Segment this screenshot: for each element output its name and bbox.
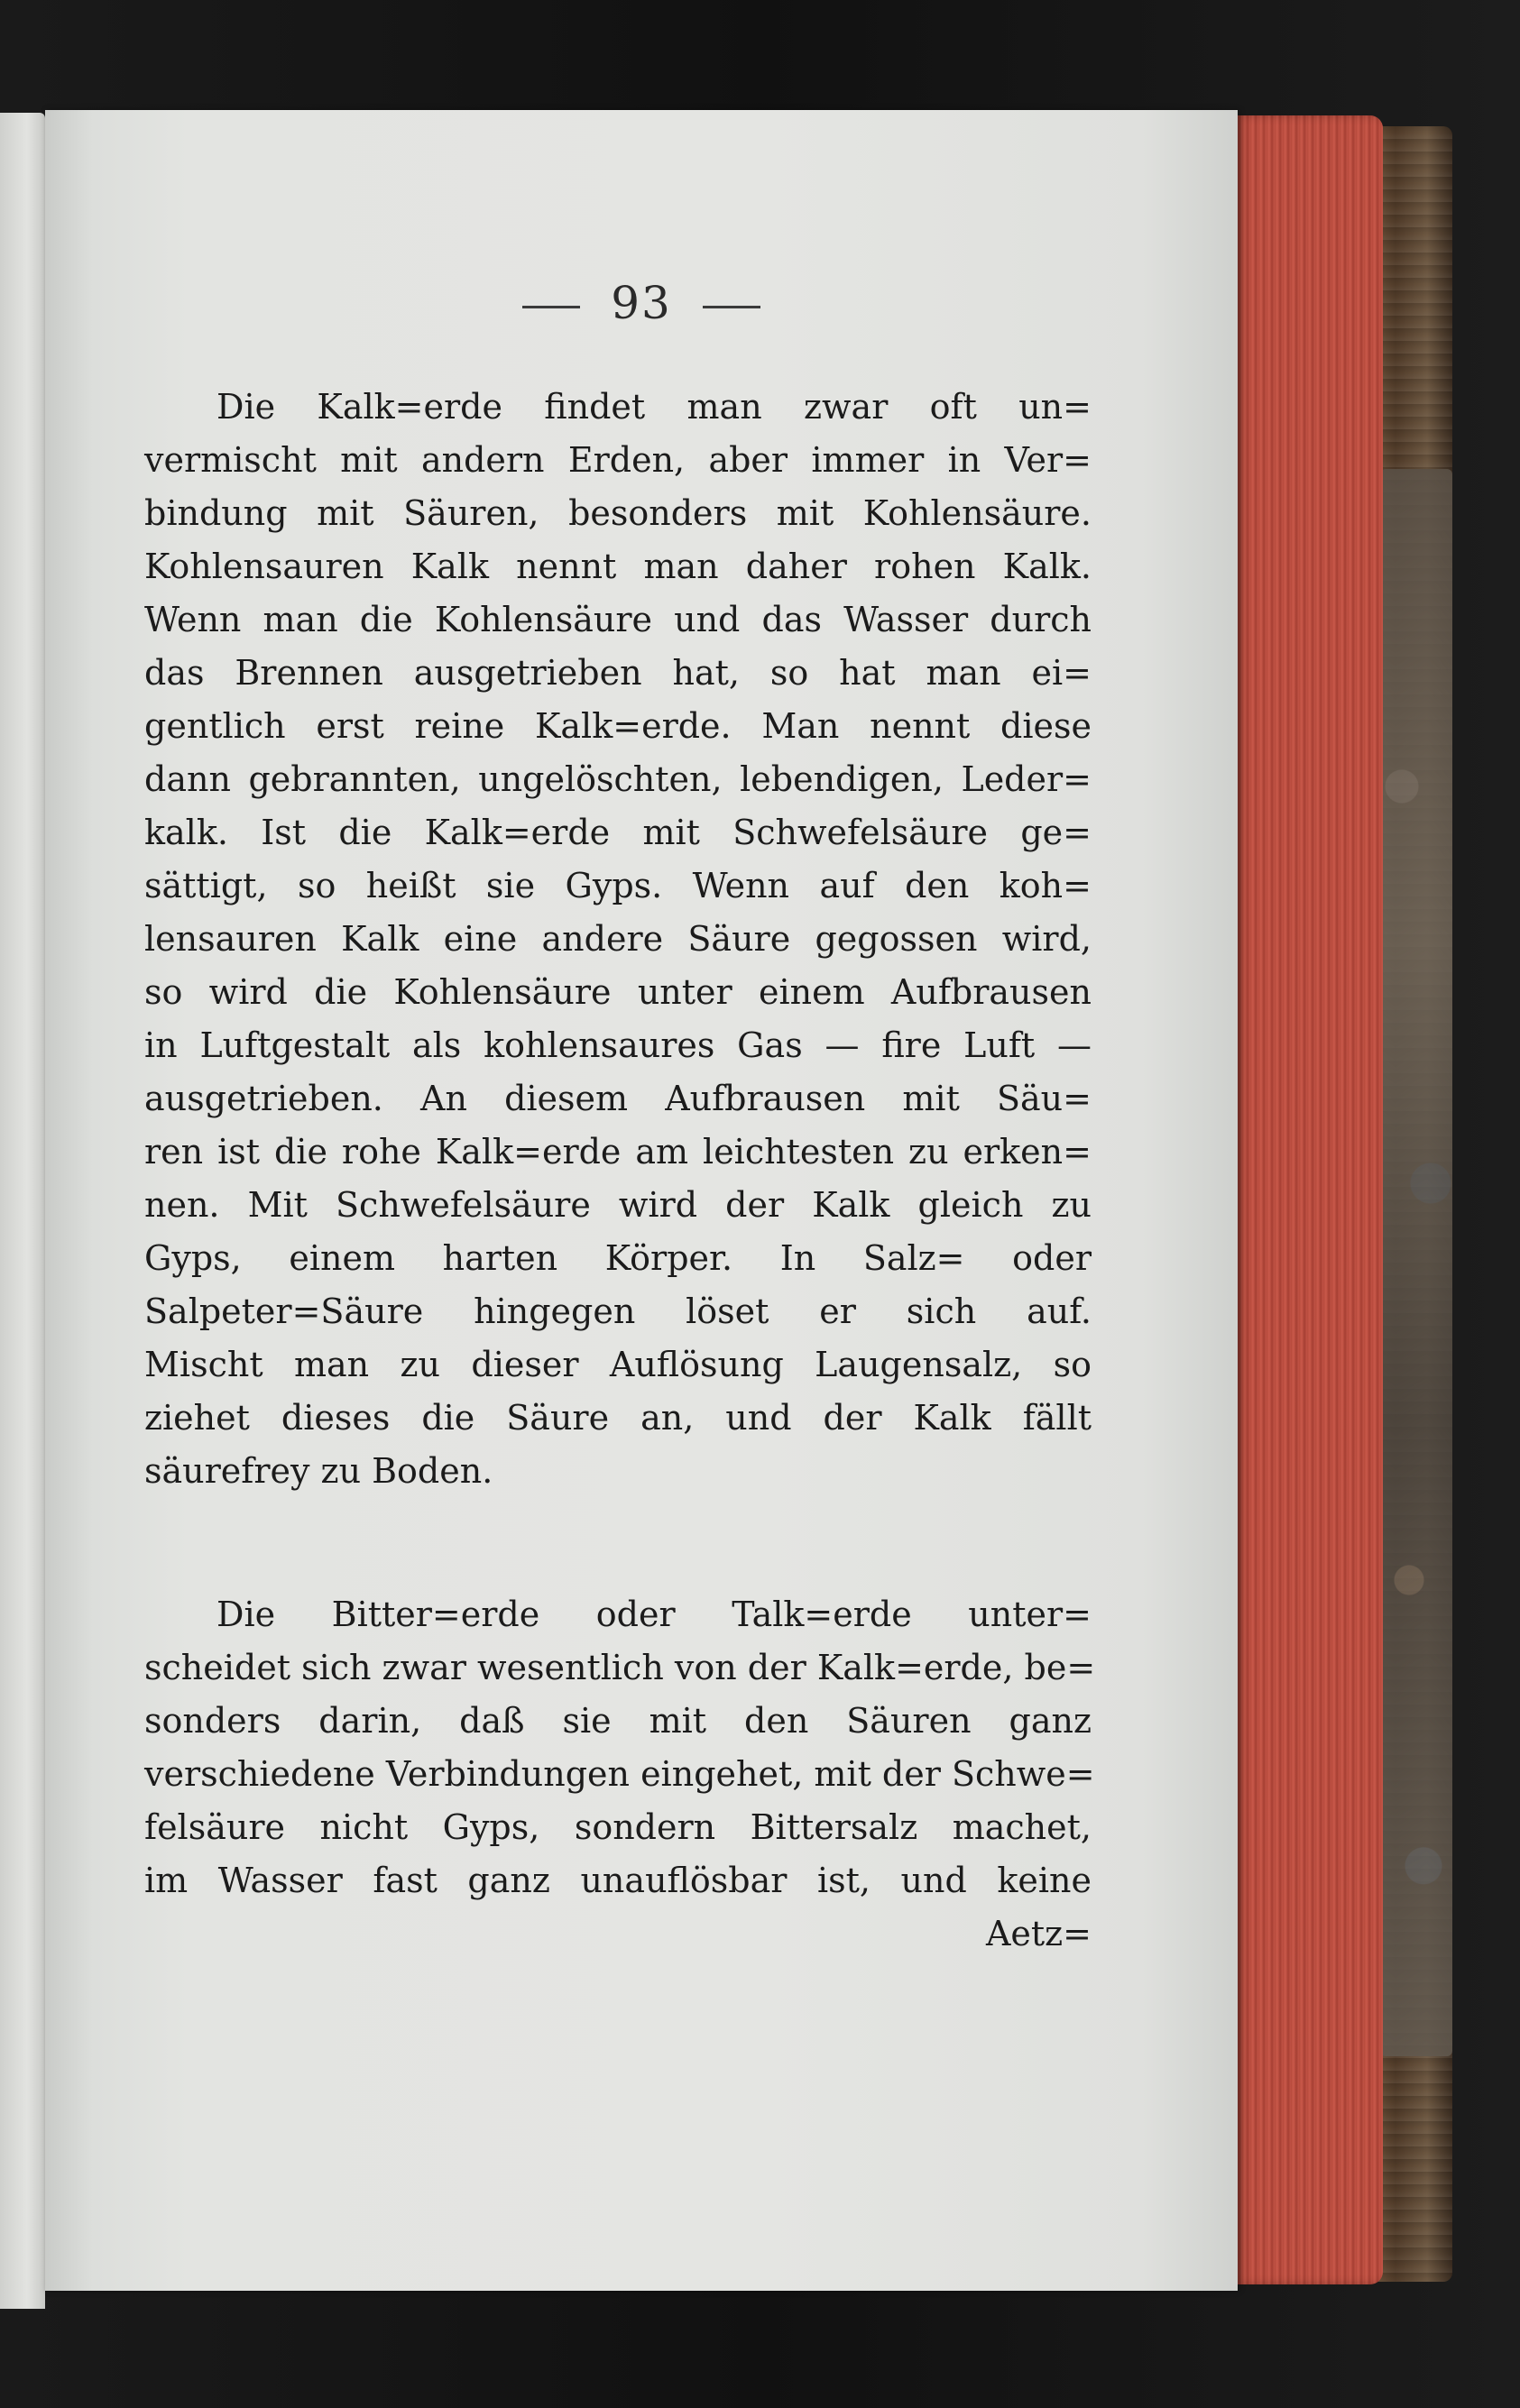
text-line: ren ist die rohe Kalk=erde am leichtesten zu erken= — [144, 1132, 1092, 1172]
text-line: im Wasser fast ganz unauflösbar ist, und keine — [144, 1861, 1092, 1900]
text-line: säurefrey zu Boden. — [144, 1451, 493, 1491]
paragraph-2 — [144, 1588, 1096, 1907]
text-line: gentlich erst reine Kalk=erde. Man nennt diese — [144, 706, 1092, 746]
text-line: Wenn man die Kohlensäure und das Wasser durch — [144, 600, 1092, 639]
text-line: Die Kalk=erde findet man zwar oft un= — [216, 387, 1092, 427]
paragraph-1 — [144, 381, 1092, 1498]
page-number: 93 — [611, 277, 672, 329]
text-line: in Luftgestalt als kohlensaures Gas — fire Luft — — [144, 1025, 1092, 1065]
text-line: felsäure nicht Gyps, sondern Bittersalz machet, — [144, 1807, 1092, 1847]
paragraph-gap — [144, 1498, 1092, 1588]
text-line: Salpeter=Säure hingegen löset er sich auf. — [144, 1291, 1092, 1331]
text-line: dann gebrannten, ungelöschten, lebendigen, Leder= — [144, 759, 1092, 799]
red-page-edges — [1234, 115, 1383, 2284]
text-line: sonders darin, daß sie mit den Säuren ganz — [144, 1701, 1092, 1741]
body-text — [144, 381, 1096, 1961]
text-line: verschiedene Verbindungen eingehet, mit der Schwe= — [144, 1754, 1095, 1794]
text-line: lensauren Kalk eine andere Säure gegossen wird, — [144, 919, 1092, 959]
catchword: Aetz= — [985, 1914, 1092, 1953]
header-dash-right — [703, 306, 760, 308]
text-line: Gyps, einem harten Körper. In Salz= oder — [144, 1238, 1092, 1278]
text-line: ausgetrieben. An diesem Aufbrausen mit Säu= — [144, 1079, 1092, 1118]
text-line: bindung mit Säuren, besonders mit Kohlensäure. — [144, 493, 1092, 533]
text-line: nen. Mit Schwefelsäure wird der Kalk gleich zu — [144, 1185, 1092, 1225]
text-line: scheidet sich zwar wesentlich von der Kalk=erde, be= — [144, 1648, 1096, 1687]
text-line: ziehet dieses die Säure an, und der Kalk fällt — [144, 1398, 1092, 1438]
text-line: sättigt, so heißt sie Gyps. Wenn auf den koh= — [144, 866, 1092, 905]
text-line: kalk. Ist die Kalk=erde mit Schwefelsäure ge= — [144, 813, 1092, 852]
book-page — [45, 110, 1238, 2291]
text-line: Mischt man zu dieser Auflösung Laugensalz, so — [144, 1345, 1092, 1384]
previous-page-edge — [0, 113, 45, 2309]
text-line: Kohlensauren Kalk nennt man daher rohen Kalk. — [144, 547, 1092, 586]
header-dash-left — [522, 306, 580, 308]
page-header — [45, 277, 1238, 329]
text-line: das Brennen ausgetrieben hat, so hat man ei= — [144, 653, 1092, 693]
text-line: Die Bitter=erde oder Talk=erde unter= — [216, 1595, 1092, 1634]
text-line: so wird die Kohlensäure unter einem Aufbrausen — [144, 972, 1092, 1012]
marbled-cover — [1380, 469, 1452, 2056]
text-line: vermischt mit andern Erden, aber immer in Ver= — [144, 440, 1092, 480]
